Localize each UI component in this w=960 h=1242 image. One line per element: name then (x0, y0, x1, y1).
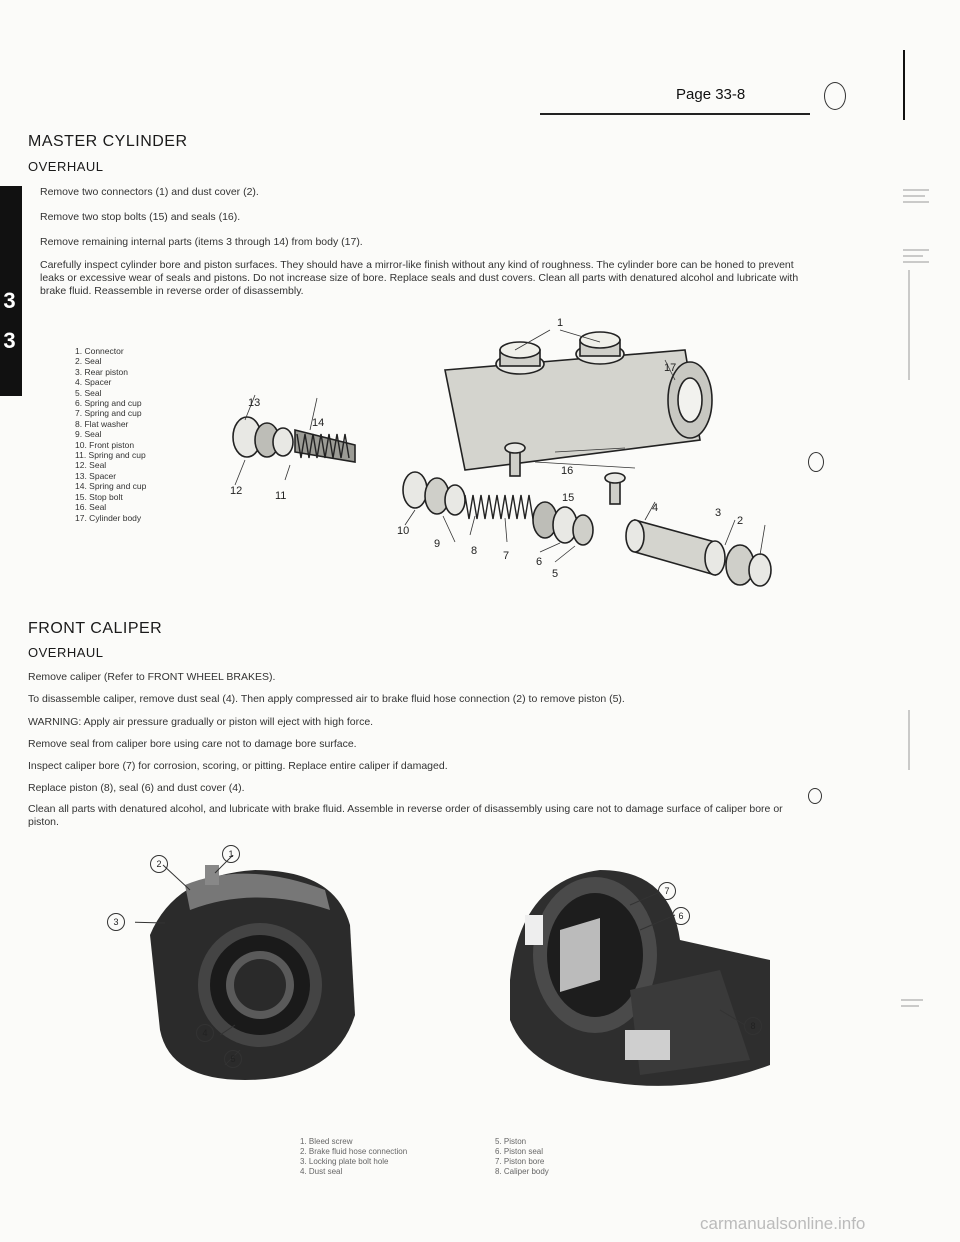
fc-step-2: To disassemble caliper, remove dust seal (4). Then apply compressed air to brake fluid hose connection (2) to remove piston (5). (28, 693, 625, 705)
chapter-tab-digit-top: 3 (0, 286, 19, 316)
caliper-callout-6: 6 (672, 907, 690, 925)
callout-16: 16 (561, 465, 574, 477)
legend-item: 2. Brake fluid hose connection (300, 1147, 408, 1156)
master-cylinder-exploded-diagram (215, 320, 815, 600)
legend-item: 16. Seal (75, 502, 107, 513)
legend-item: 10. Front piston (75, 439, 135, 450)
page-number: Page 33-8 (676, 86, 746, 103)
legend-item: 5. Seal (75, 387, 102, 398)
legend-item: 3. Rear piston (75, 366, 128, 377)
callout-8: 8 (471, 545, 478, 557)
callout-7: 7 (503, 550, 510, 562)
caliper-callout-8: 8 (744, 1017, 762, 1035)
front-caliper-subtitle: OVERHAUL (28, 645, 104, 660)
fc-step-5: Inspect caliper bore (7) for corrosion, scoring, or pitting. Replace entire caliper if damaged. (28, 760, 448, 772)
callout-11: 11 (275, 490, 287, 502)
callout-17: 17 (664, 362, 677, 374)
legend-item: 11. Spring and cup (75, 450, 146, 461)
caliper-legend-right (495, 1137, 549, 1177)
legend-item: 17. Cylinder body (75, 512, 142, 523)
caliper-callout-5: 5 (224, 1050, 242, 1068)
mc-step-2: Remove two stop bolts (15) and seals (16). (40, 211, 241, 223)
caliper-legend-left (300, 1137, 407, 1177)
fc-step-3-warning: WARNING: Apply air pressure gradually or piston will eject with high force. (28, 716, 374, 728)
header-rule (540, 113, 810, 115)
margin-bar (903, 50, 905, 120)
legend-item: 7. Piston bore (495, 1157, 545, 1166)
fc-step-7: Clean all parts with denatured alcohol, and lubricate with brake fluid. Assemble in reverse order of disassembly using care not to damage surface of caliper bore or piston. (28, 803, 783, 828)
callout-5: 5 (552, 568, 559, 580)
watermark: carmanualsonline.info (700, 1214, 866, 1233)
master-cylinder-subtitle: OVERHAUL (28, 159, 104, 174)
caliper-left-photo (135, 855, 385, 1095)
mc-parts-legend (75, 346, 146, 523)
caliper-callout-4: 4 (196, 1024, 214, 1042)
legend-item: 8. Flat washer (75, 418, 129, 429)
callout-6: 6 (536, 556, 543, 568)
callout-1: 1 (557, 317, 564, 329)
scan-edge-marks (895, 150, 935, 1100)
legend-item: 3. Locking plate bolt hole (300, 1157, 389, 1166)
caliper-right-photo (490, 860, 790, 1100)
caliper-callout-3: 3 (107, 913, 125, 931)
fc-step-4: Remove seal from caliper bore using care not to damage bore surface. (28, 738, 357, 750)
chapter-tab-digit-bottom: 3 (0, 326, 19, 356)
front-caliper-title: FRONT CALIPER (28, 620, 163, 637)
fc-step-6: Replace piston (8), seal (6) and dust cover (4). (28, 782, 245, 794)
legend-item: 8. Caliper body (495, 1167, 549, 1176)
callout-2: 2 (737, 515, 744, 527)
fc-step-1: Remove caliper (Refer to FRONT WHEEL BRAKES). (28, 671, 276, 683)
callout-9: 9 (434, 538, 441, 550)
caliper-callout-7: 7 (658, 882, 676, 900)
callout-4: 4 (652, 502, 659, 514)
legend-item: 7. Spring and cup (75, 408, 142, 419)
legend-item: 9. Seal (75, 429, 102, 440)
mc-step-3: Remove remaining internal parts (items 3 through 14) from body (17). (40, 236, 363, 248)
legend-item: 2. Seal (75, 356, 102, 367)
caliper-callout-2: 2 (150, 855, 168, 873)
legend-item: 15. Stop bolt (75, 491, 123, 502)
legend-item: 6. Spring and cup (75, 398, 142, 409)
mc-step-1: Remove two connectors (1) and dust cover (2). (40, 186, 259, 198)
callout-13: 13 (248, 397, 261, 409)
callout-12: 12 (230, 485, 243, 497)
legend-item: 5. Piston (495, 1137, 527, 1146)
legend-item: 6. Piston seal (495, 1147, 544, 1156)
caliper-callout-1: 1 (222, 845, 240, 863)
callout-14: 14 (312, 417, 325, 429)
legend-item: 4. Spacer (75, 377, 112, 388)
legend-item: 14. Spring and cup (75, 481, 147, 492)
legend-item: 1. Connector (75, 346, 124, 356)
legend-item: 1. Bleed screw (300, 1137, 353, 1146)
binder-hole-top (824, 82, 846, 110)
master-cylinder-title: MASTER CYLINDER (28, 133, 188, 150)
callout-10: 10 (397, 525, 410, 537)
legend-item: 4. Dust seal (300, 1167, 343, 1176)
mc-step-4: Carefully inspect cylinder bore and piston surfaces. They should have a mirror-like finish without any kind of roughness. The cylinder bore can be honed to prevent leaks or excessive wear of seals and pistons. Do not increase size of bore. Replace seals and dust covers. Clean all parts with denatured alcohol and lubricate with brake fluid. Reassemble in reverse order of disassembly. (40, 259, 799, 297)
callout-15: 15 (562, 492, 575, 504)
legend-item: 13. Spacer (75, 470, 117, 481)
callout-3: 3 (715, 507, 722, 519)
legend-item: 12. Seal (75, 460, 107, 471)
